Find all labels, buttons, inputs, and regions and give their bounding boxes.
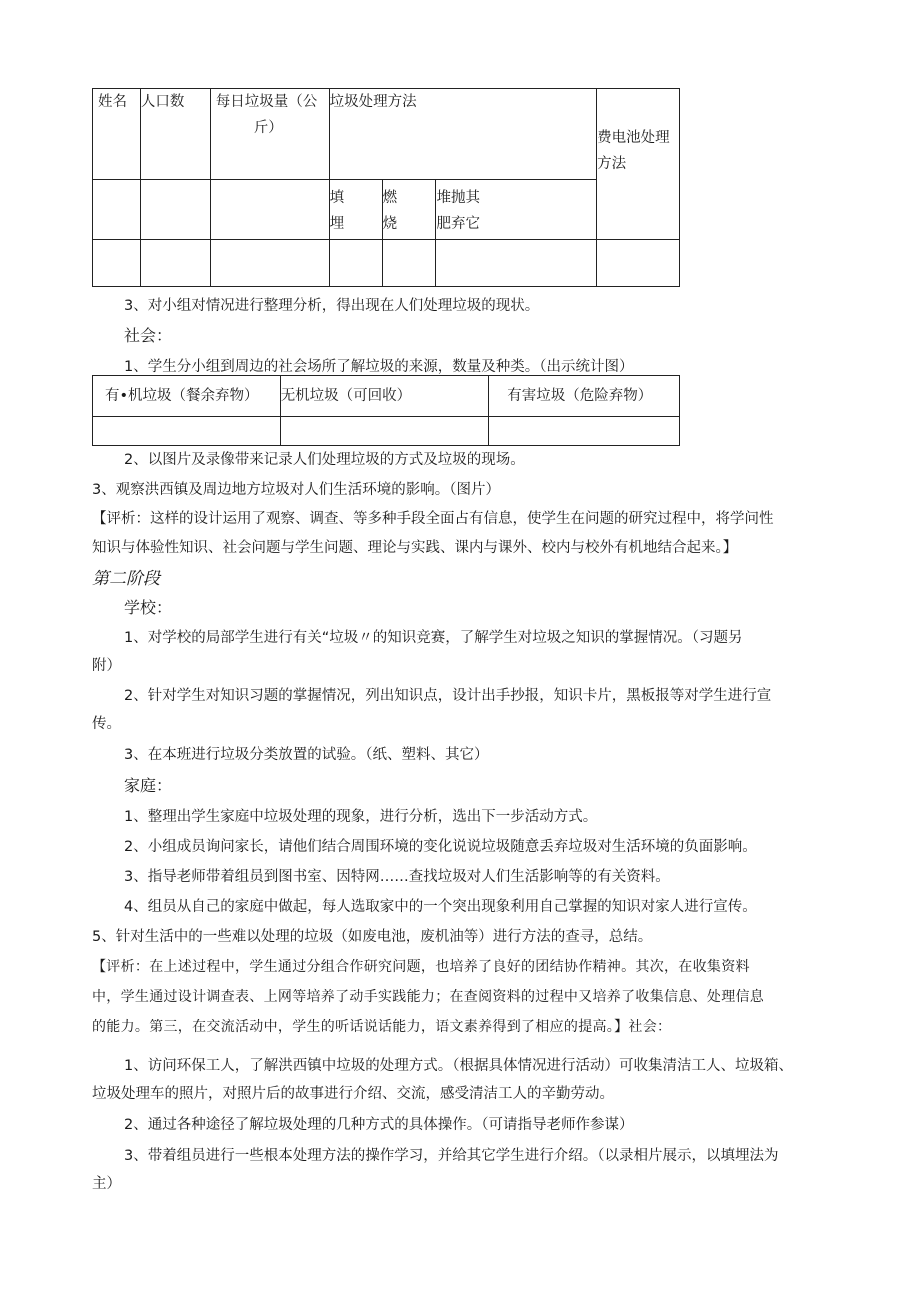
paragraph: 2、针对学生对知识习题的掌握情况，列出知识点，设计出手抄报，知识卡片，黑板报等对学生进行宣 (124, 688, 772, 704)
paragraph: 主） (92, 1176, 121, 1192)
cell-empty (93, 417, 281, 446)
sub-other: 堆抛其 肥弃它 (436, 180, 597, 240)
paragraph: 3、在本班进行垃圾分类放置的试验。（纸、塑料、其它） (124, 747, 489, 763)
cell-empty (210, 180, 329, 240)
review-line: 中，学生通过设计调查表、上网等培养了动手实践能力；在查阅资料的过程中又培养了收集信息、处理信息 (92, 989, 765, 1005)
header-daily-garbage: 每日垃圾量（公 斤） (210, 89, 329, 180)
sub-burn: 燃 烧 (382, 180, 436, 240)
paragraph: 2、以图片及录像带来记录人们处理垃圾的方式及垃圾的现场。 (124, 452, 525, 468)
garbage-type-table (92, 375, 680, 446)
cell-empty (436, 240, 597, 287)
header-inorganic: 无机垃圾（可回收） (280, 376, 489, 417)
paragraph: 1、对学校的局部学生进行有关“垃圾〃的知识竞赛，了解学生对垃圾之知识的掌握情况。（习题另 (124, 630, 743, 646)
paragraph: 3、指导老师带着组员到图书室、因特网……查找垃圾对人们生活影响等的有关资料。 (124, 869, 670, 885)
header-method: 垃圾处理方法 (329, 89, 596, 180)
header-battery: 费电池处理 方法 (597, 89, 680, 240)
sub-landfill: 填 埋 (329, 180, 382, 240)
review-line: 的能力。第三，在交流活动中，学生的听话说话能力，语文素养得到了相应的提高。】社会： (92, 1019, 672, 1035)
cell-empty (140, 240, 210, 287)
cell-empty (210, 240, 329, 287)
garbage-survey-table (92, 88, 680, 287)
paragraph: 1、学生分小组到周边的社会场所了解垃圾的来源，数量及种类。（出示统计图） (124, 359, 634, 375)
header-hazardous: 有害垃圾（危险弃物） (489, 376, 680, 417)
header-population: 人口数 (140, 89, 210, 180)
cell-empty (329, 240, 382, 287)
cell-empty (140, 180, 210, 240)
paragraph: 3、对小组对情况进行整理分析，得出现在人们处理垃圾的现状。 (124, 298, 540, 314)
paragraph: 1、访问环保工人，了解洪西镇中垃圾的处理方式。（根据具体情况进行活动）可收集清洁工人、垃圾箱、 (124, 1058, 793, 1074)
paragraph: 3、观察洪西镇及周边地方垃圾对人们生活环境的影响。（图片） (92, 482, 500, 498)
cell-empty (93, 240, 141, 287)
cell-empty (382, 240, 436, 287)
paragraph: 3、带着组员进行一些根本处理方法的操作学习，并给其它学生进行介绍。（以录相片展示，以填埋法为 (124, 1148, 779, 1164)
paragraph: 垃圾处理车的照片，对照片后的故事进行介绍、交流，感受清洁工人的辛勤劳动。 (92, 1086, 614, 1102)
cell-empty (597, 240, 680, 287)
paragraph: 2、通过各种途径了解垃圾处理的几种方式的具体操作。（可请指导老师作参谋） (124, 1117, 634, 1133)
cell-empty (489, 417, 680, 446)
section-heading-society: 社会： (124, 326, 173, 345)
paragraph: 5、针对生活中的一些难以处理的垃圾（如废电池，废机油等）进行方法的查寻，总结。 (92, 929, 653, 945)
header-organic: 有•机垃圾（餐余弃物） (93, 376, 281, 417)
stage-heading: 第二阶段 (92, 569, 160, 589)
review-line: 【评析：在上述过程中，学生通过分组合作研究问题，也培养了良好的团结协作精神。其次，在收集资料 (92, 959, 750, 975)
paragraph: 1、整理出学生家庭中垃圾处理的现象，进行分析，选出下一步活动方式。 (124, 809, 598, 825)
section-heading-family: 家庭： (124, 776, 173, 795)
paragraph: 4、组员从自己的家庭中做起，每人选取家中的一个突出现象利用自己掌握的知识对家人进行宣传。 (124, 899, 757, 915)
cell-empty (93, 180, 141, 240)
paragraph: 2、小组成员询问家长，请他们结合周围环境的变化说说垃圾随意丢弃垃圾对生活环境的负面影响。 (124, 839, 757, 855)
paragraph: 传。 (92, 716, 121, 732)
review-line: 【评析：这样的设计运用了观察、调查、等多种手段全面占有信息，使学生在问题的研究过程中，将学问性 (92, 511, 774, 527)
section-heading-school: 学校： (124, 598, 173, 617)
paragraph: 附） (92, 658, 121, 674)
review-line: 知识与体验性知识、社会问题与学生问题、理论与实践、课内与课外、校内与校外有机地结合起来。】 (92, 540, 738, 556)
header-name: 姓名 (93, 89, 141, 180)
cell-empty (280, 417, 489, 446)
